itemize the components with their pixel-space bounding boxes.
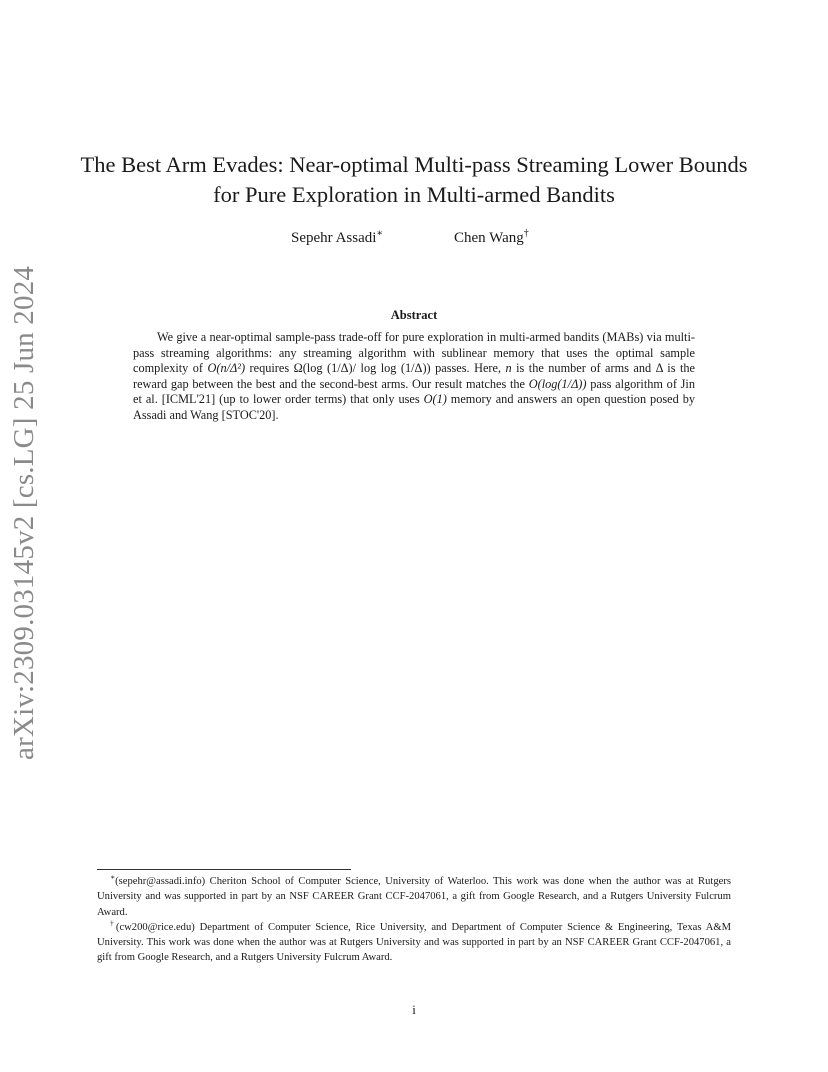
abstract-text: is the number of arms and [511,361,656,376]
math-pass-algorithm: O(log(1/Δ)) [528,376,587,391]
math-memory: O(1) [423,392,447,407]
abstract-text: memory and answers an open question posed by Assadi and Wang [STOC'20]. [133,392,695,422]
footnote-1-text: (sepehr@assadi.info) Cheriton School of Computer Science, University of Waterloo. This work was done when the author was at Rutgers University and was supported in part by an NSF CAREER Grant CCF-2047061, a gift from Google Research, and a Rutgers University Fulcrum Award. [97,876,731,918]
abstract-body [133,330,695,424]
footnotes [97,874,731,966]
author-1-name: Sepehr Assadi [291,230,377,246]
arxiv-identifier-stamp: arXiv:2309.03145v2 [cs.LG] 25 Jun 2024 [8,265,40,760]
abstract-text: pass algorithm of Jin et al. [ICML'21] (up to lower order terms) that only uses [133,376,695,407]
footnote-2-text: (cw200@rice.edu) Department of Computer Science, Rice University, and Department of Computer Science & Engineering, Texas A&M University. This work was done when the author was at Rutgers University and was supported in part by an NSF CAREER Grant CCF-2047061, a gift from Google Research, and a Rutgers University Fulcrum Award. [97,921,732,964]
footnote-2-mark: † [110,918,116,928]
footnote-1 [97,874,731,920]
math-pass-bound: Ω(log (1/Δ)/ log log (1/Δ)) [293,361,431,376]
math-n: n [505,361,512,376]
page-number: i [412,1002,416,1017]
footnote-1-mark: ∗ [110,872,116,882]
footnote-2 [97,920,731,966]
author-2-name: Chen Wang [454,230,524,246]
author-2 [454,230,529,247]
paper-title: The Best Arm Evades: Near-optimal Multi-pass Streaming Lower Bounds for Pure Exploration in Multi-armed Bandits [80,152,748,207]
abstract-text: We give a near-optimal sample-pass trade-off for pure exploration in multi-armed bandits (MABs) via multi-pass streaming algorithms: any streaming algorithm with sublinear memory that uses the optimal sample complexity of [133,330,695,376]
abstract-text: requires [245,361,294,376]
author-2-footnote-mark[interactable]: † [523,228,529,239]
abstract-text: passes. Here, [430,361,506,376]
author-1-footnote-mark[interactable]: ∗ [376,228,384,239]
author-1 [291,230,383,247]
math-sample-complexity: O(n/Δ²) [207,361,246,376]
abstract-text: is the reward gap between the best and the second-best arms. Our result matches the [133,361,695,391]
math-delta: Δ [655,361,663,376]
footnote-divider [97,869,351,870]
abstract-heading: Abstract [390,308,438,322]
abstract-paragraph [133,330,695,424]
